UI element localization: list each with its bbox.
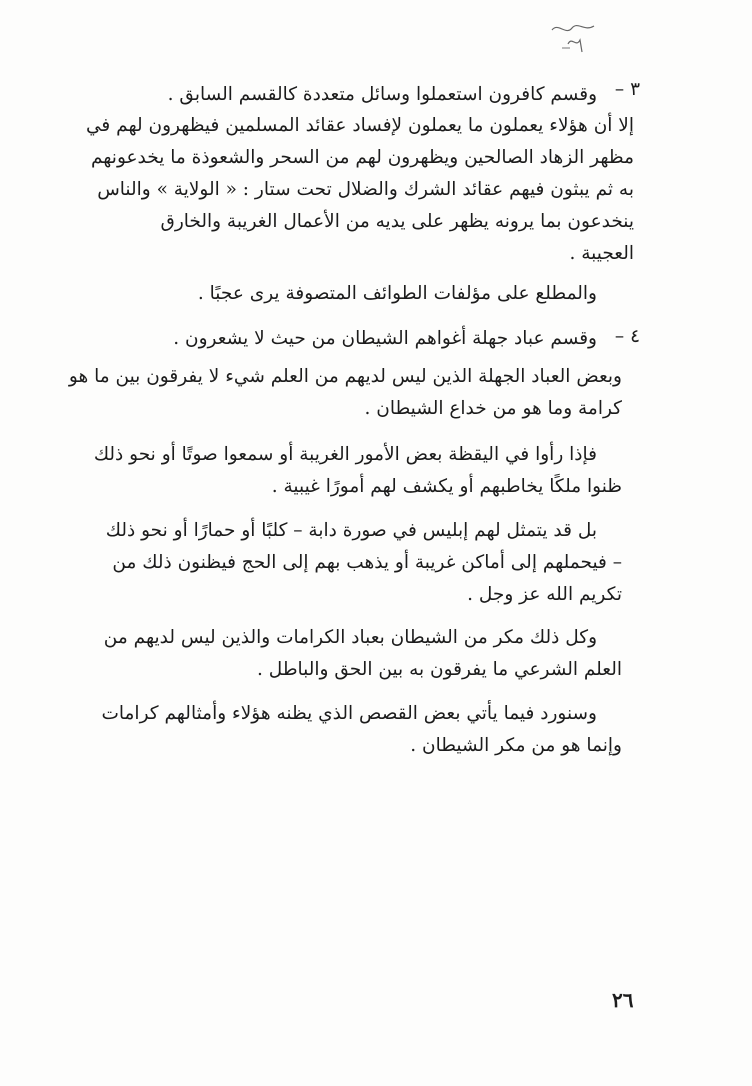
paragraph-5-line-2: وإنما هو من مكر الشيطان . [410, 735, 622, 756]
paragraph-5-line-1: وسنورد فيما يأتي بعض القصص الذي يظنه هؤلاء وأمثالهم كرامات [101, 703, 597, 724]
item-4-heading: وقسم عباد جهلة أغواهم الشيطان من حيث لا يشعرون . [173, 328, 597, 349]
paragraph-1-line-1: وبعض العباد الجهلة الذين ليس لديهم من العلم شيء لا يفرقون بين ما هو [68, 366, 622, 387]
paragraph-3-line-1: بل قد يتمثل لهم إبليس في صورة دابة – كلبًا أو حمارًا أو نحو ذلك [105, 520, 597, 541]
item-number-4: ٤ – [614, 326, 640, 347]
section-1-note: والمطلع على مؤلفات الطوائف المتصوفة يرى عجبًا . [197, 283, 597, 304]
section-1-line-5: العجيبة . [569, 243, 634, 264]
paragraph-2-line-1: فإذا رأوا في اليقظة بعض الأمور الغريبة أو سمعوا صوتًا أو نحو ذلك [93, 444, 597, 465]
handwriting-scribble-icon [548, 18, 598, 58]
paragraph-4-line-1: وكل ذلك مكر من الشيطان بعباد الكرامات والذين ليس لديهم من [103, 627, 597, 648]
section-1-line-1: إلا أن هؤلاء يعملون ما يعملون لإفساد عقائد المسلمين فيظهرون لهم في [85, 115, 634, 136]
paragraph-3-line-3: تكريم الله عز وجل . [467, 584, 622, 605]
section-1-line-4: ينخدعون بما يرونه يظهر على يديه من الأعمال الغريبة والخارق [160, 211, 634, 232]
item-3-heading: وقسم كافرون استعملوا وسائل متعددة كالقسم السابق . [167, 84, 597, 105]
page-number: ٢٦ [612, 988, 634, 1012]
item-number-3: ٣ – [614, 79, 640, 100]
handwritten-annotation [548, 18, 598, 68]
paragraph-3-line-2: – فيحملهم إلى أماكن غريبة أو يذهب بهم إلى الحج فيظنون ذلك من [112, 552, 622, 573]
section-1-line-3: به ثم يبثون فيهم عقائد الشرك والضلال تحت ستار : « الولاية » والناس [97, 179, 634, 200]
paragraph-4-line-2: العلم الشرعي ما يفرقون به بين الحق والباطل . [257, 659, 622, 680]
paragraph-1-line-2: كرامة وما هو من خداع الشيطان . [364, 398, 622, 419]
paragraph-2-line-2: ظنوا ملكًا يخاطبهم أو يكشف لهم أمورًا غيبية . [271, 476, 622, 497]
section-1-line-2: مظهر الزهاد الصالحين ويظهرون لهم من السحر والشعوذة ما يخدعونهم [90, 147, 634, 168]
